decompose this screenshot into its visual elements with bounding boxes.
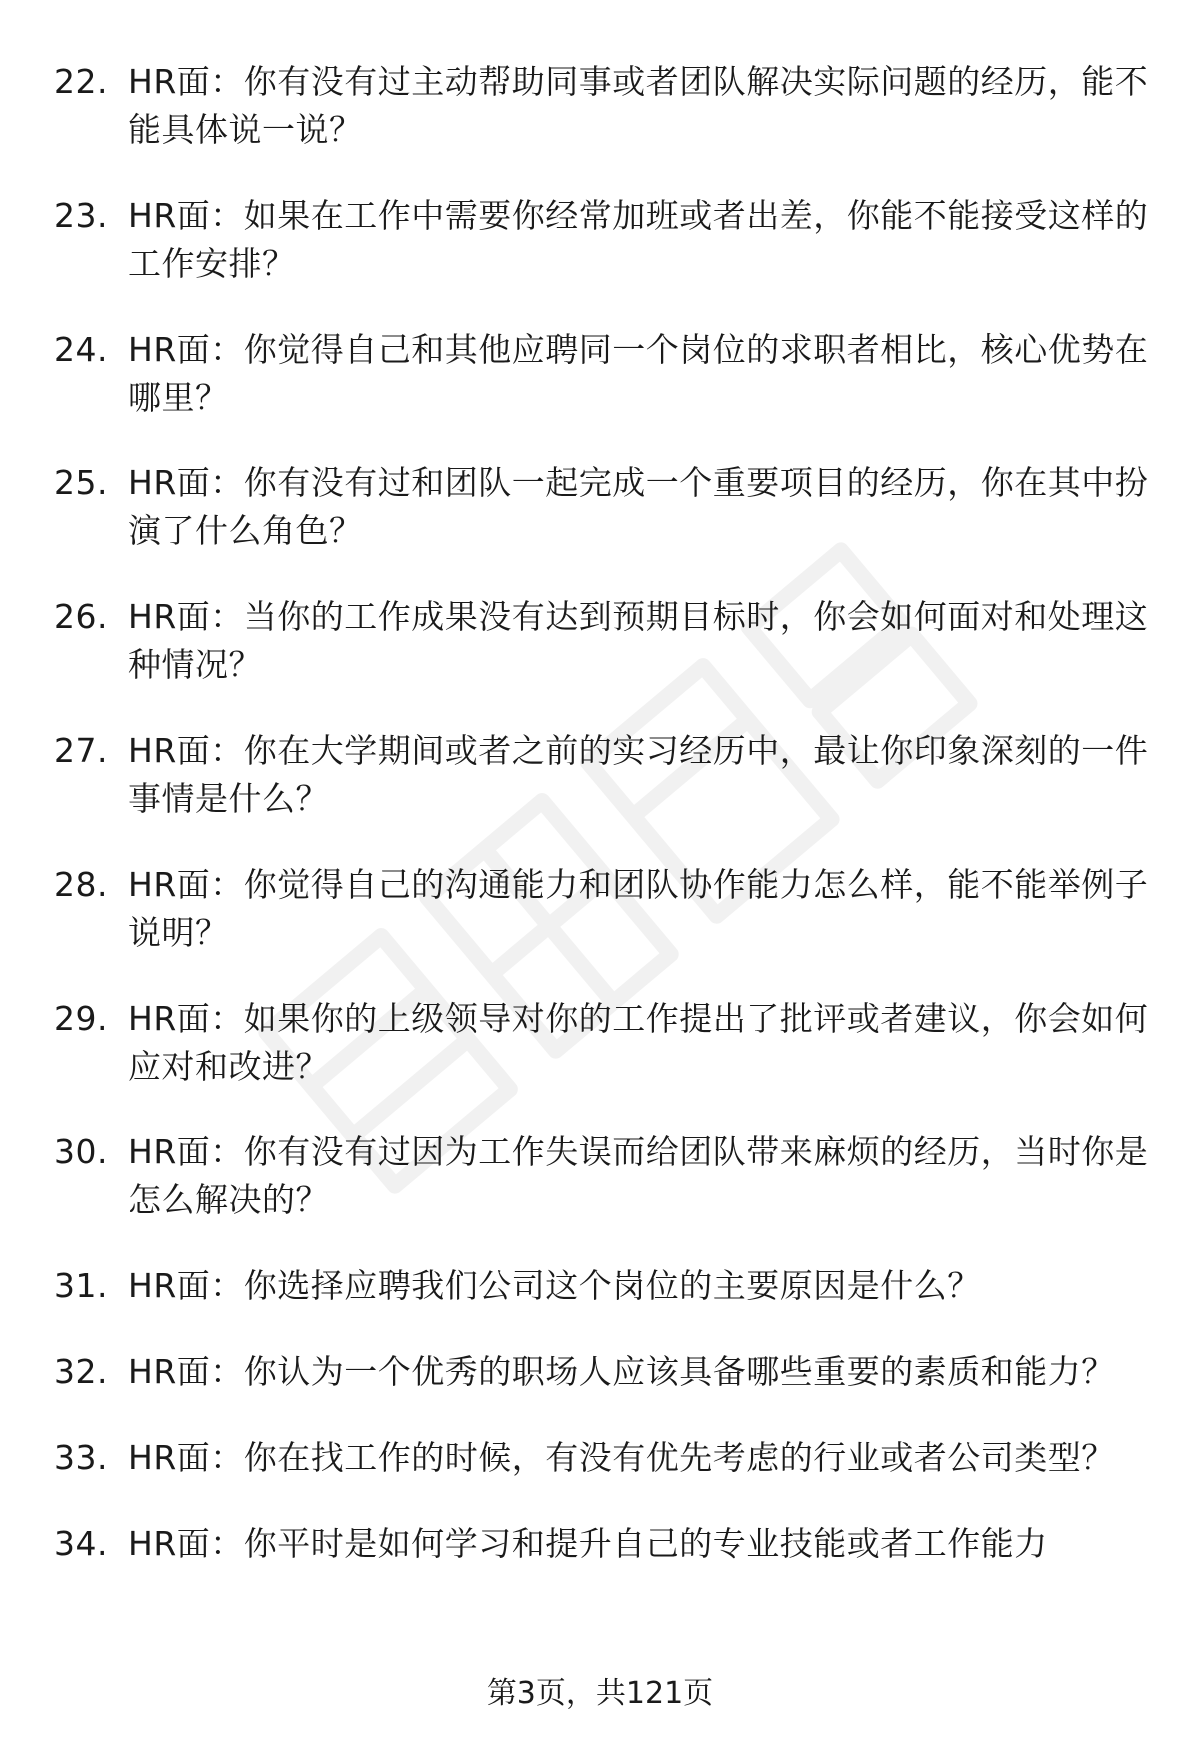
- question-text: HR面：如果你的上级领导对你的工作提出了批评或者建议，你会如何应对和改进？: [128, 998, 1149, 1086]
- question-number: 24.: [54, 329, 108, 369]
- question-item: [0, 192, 1200, 288]
- question-text: HR面：你有没有过和团队一起完成一个重要项目的经历，你在其中扮演了什么角色？: [128, 463, 1149, 551]
- question-list: [0, 58, 1200, 1605]
- question-number: 31.: [54, 1266, 108, 1306]
- question-item: [0, 1520, 1200, 1568]
- question-text: HR面：你有没有过因为工作失误而给团队带来麻烦的经历，当时你是怎么解决的？: [128, 1132, 1149, 1220]
- question-number: 30.: [54, 1132, 108, 1172]
- question-text: HR面：你认为一个优秀的职场人应该具备哪些重要的素质和能力？: [128, 1351, 1115, 1391]
- question-item: [0, 58, 1200, 154]
- question-number: 26.: [54, 597, 108, 637]
- question-number: 29.: [54, 998, 108, 1038]
- question-number: 32.: [54, 1351, 108, 1391]
- question-number: 22.: [54, 62, 108, 101]
- question-item: [0, 727, 1200, 823]
- question-number: 34.: [54, 1523, 108, 1563]
- question-item: [0, 861, 1200, 957]
- question-text: HR面：你觉得自己和其他应聘同一个岗位的求职者相比，核心优势在哪里？: [128, 329, 1149, 417]
- question-item: [0, 1348, 1200, 1396]
- question-item: [0, 1434, 1200, 1482]
- question-text: HR面：你在找工作的时候，有没有优先考虑的行业或者公司类型？: [128, 1437, 1115, 1477]
- question-text: HR面：你在大学期间或者之前的实习经历中，最让你印象深刻的一件事情是什么？: [128, 730, 1149, 818]
- question-number: 33.: [54, 1437, 108, 1477]
- question-number: 28.: [54, 864, 108, 904]
- question-text: HR面：你觉得自己的沟通能力和团队协作能力怎么样，能不能举例子说明？: [128, 864, 1149, 952]
- question-text: HR面：你选择应聘我们公司这个岗位的主要原因是什么？: [128, 1266, 981, 1306]
- question-item: [0, 1262, 1200, 1310]
- question-text: HR面：你有没有过主动帮助同事或者团队解决实际问题的经历，能不能具体说一说？: [128, 62, 1149, 149]
- question-item: [0, 593, 1200, 689]
- question-item: [0, 459, 1200, 555]
- question-number: 27.: [54, 730, 108, 770]
- question-number: 25.: [54, 463, 108, 503]
- question-text: HR面：如果在工作中需要你经常加班或者出差，你能不能接受这样的工作安排？: [128, 195, 1149, 283]
- question-item: [0, 995, 1200, 1091]
- page-footer: 第3页，共121页: [486, 1676, 714, 1711]
- question-item: [0, 326, 1200, 422]
- question-number: 23.: [54, 195, 108, 235]
- question-item: [0, 1128, 1200, 1224]
- question-text: HR面：当你的工作成果没有达到预期目标时，你会如何面对和处理这种情况？: [128, 597, 1149, 685]
- question-text: HR面：你平时是如何学习和提升自己的专业技能或者工作能力: [128, 1523, 1048, 1563]
